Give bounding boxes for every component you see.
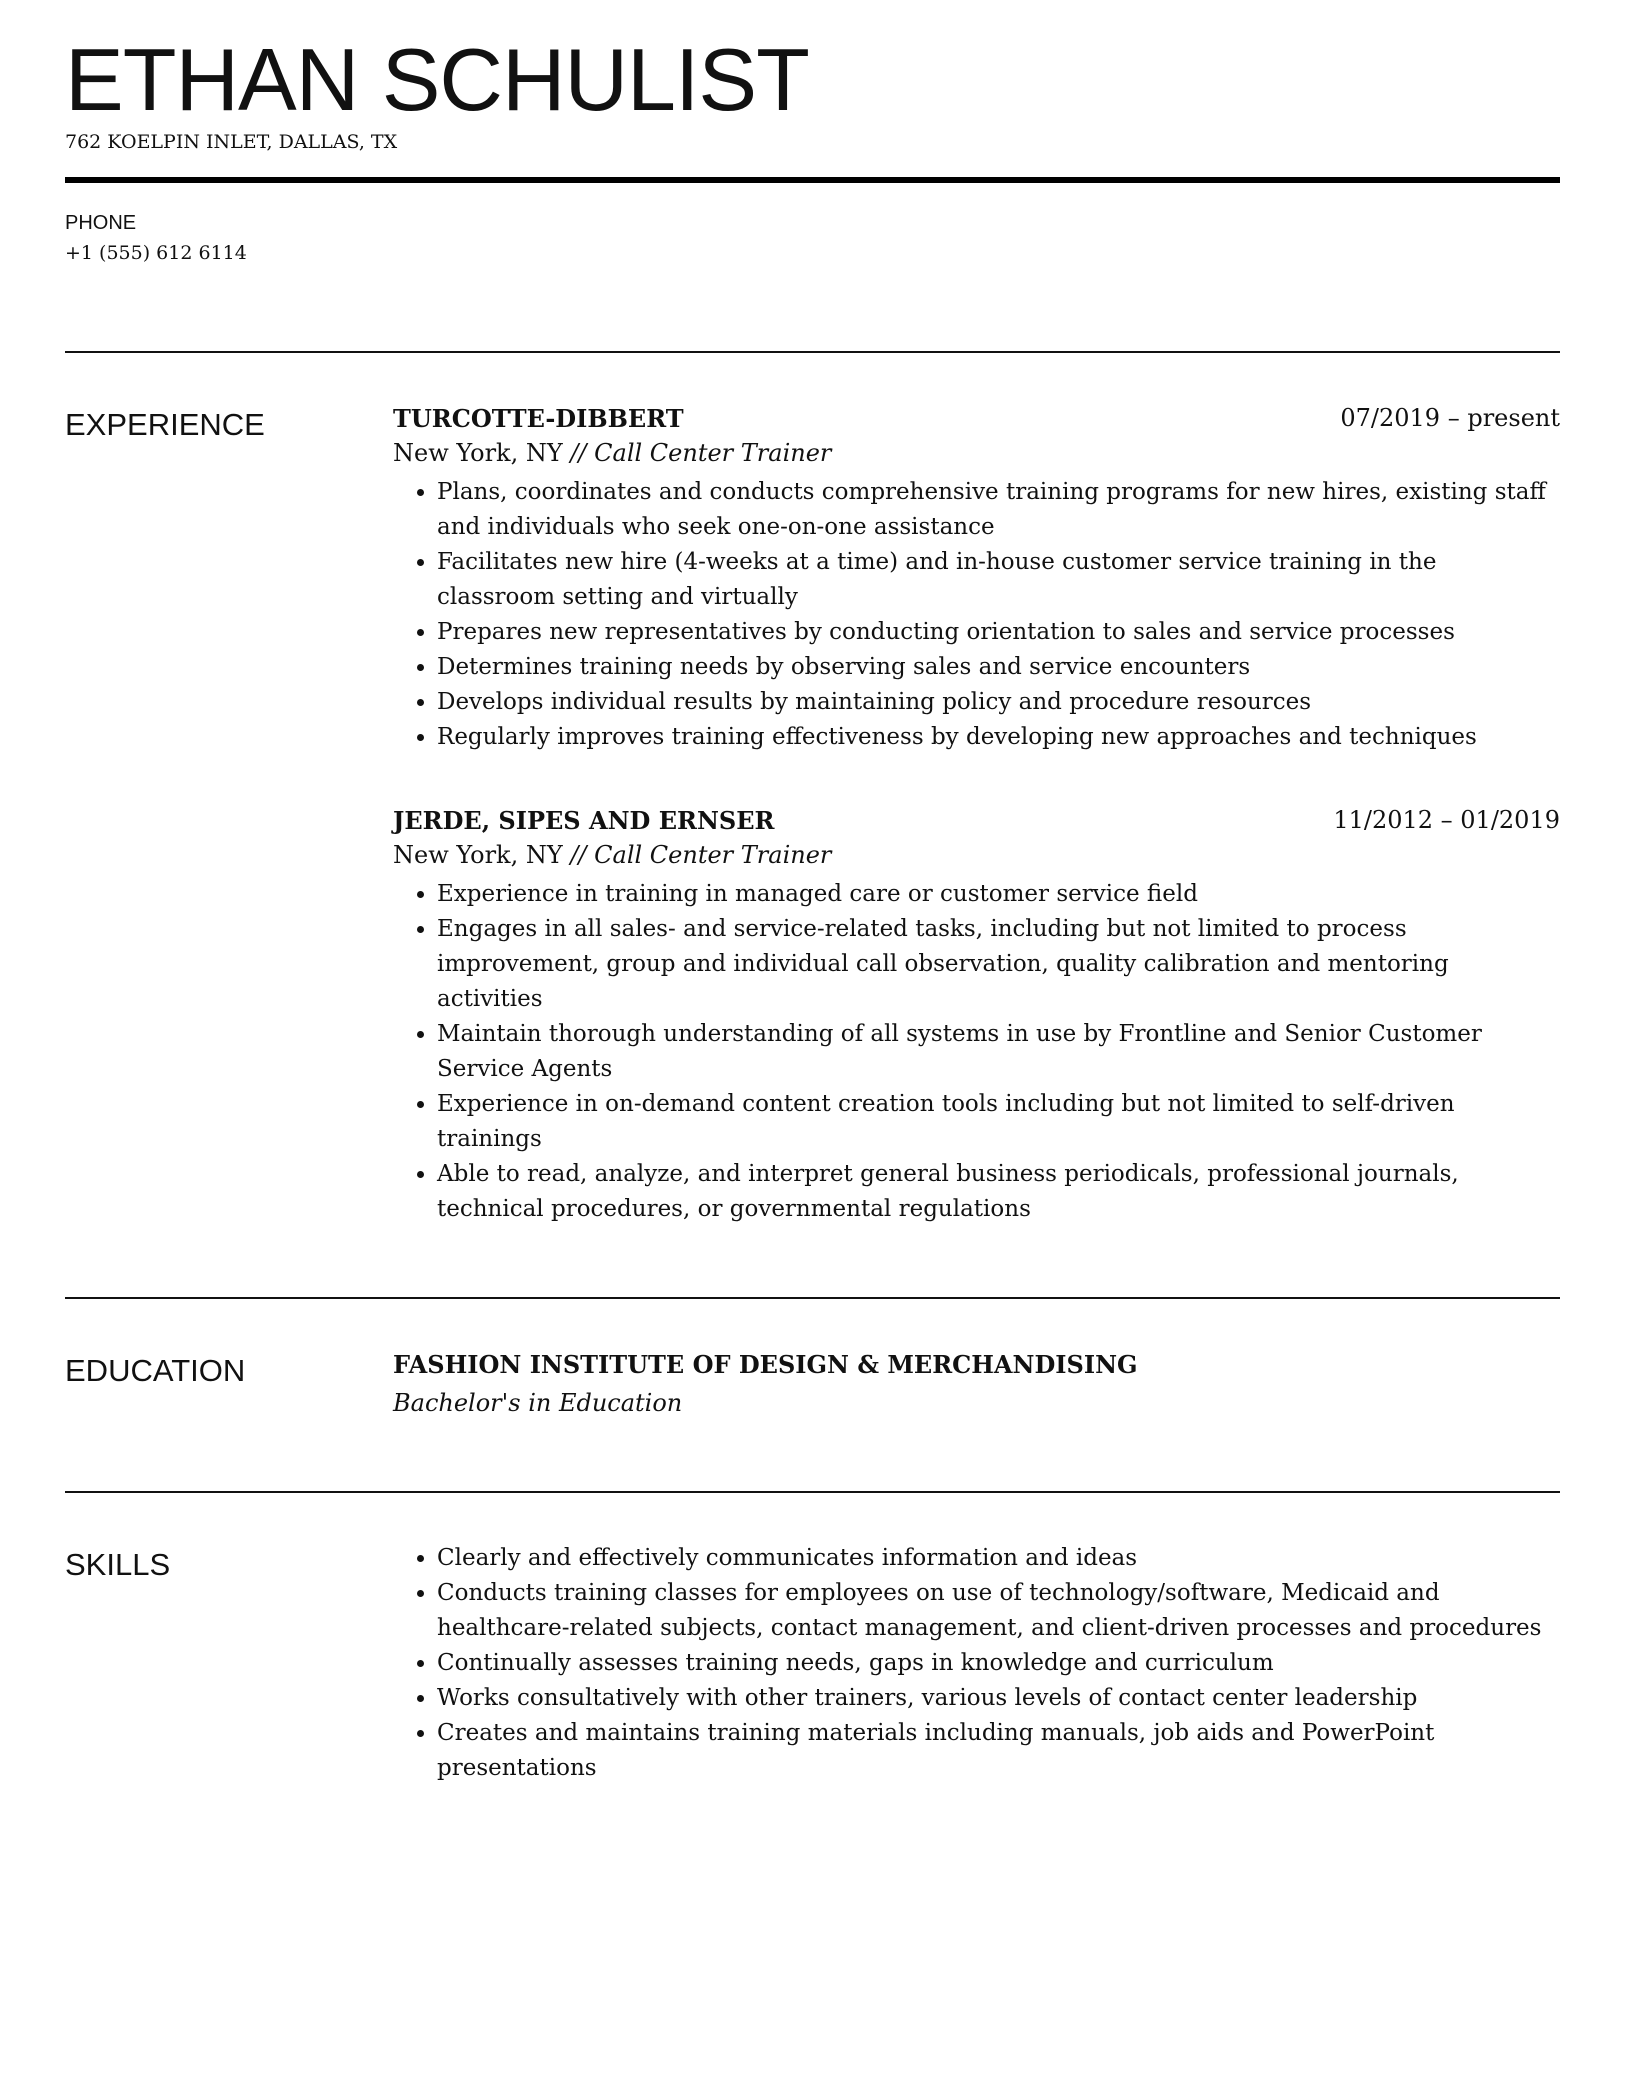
experience-content [393,401,1560,1227]
list-item: • Experience in on-demand content creation tools including but not limited to self-driven trainings [437,1087,1560,1157]
header-divider [65,177,1560,183]
job-title: Call Center Trainer [594,439,832,467]
job-entry [393,401,1560,755]
company-name: JERDE, SIPES AND ERNSER [393,806,775,835]
experience-section [65,351,1560,1297]
list-item: • Develops individual results by maintaining policy and procedure resources [437,685,1560,720]
list-item: • Continually assesses training needs, gaps in knowledge and curriculum [437,1646,1560,1681]
skills-list [393,1541,1560,1786]
list-item: • Facilitates new hire (4-weeks at a time) and in-house customer service training in the classroom setting and virtually [437,545,1560,615]
list-item: • Creates and maintains training materials including manuals, job aids and PowerPoint presentations [437,1716,1560,1786]
phone-label: PHONE [65,212,137,234]
skills-section [65,1491,1560,1856]
resume [65,0,1560,1856]
job-bullets [393,877,1560,1227]
job-dates: 11/2012 – 01/2019 [1333,806,1560,834]
education-content [393,1347,1560,1421]
company-name: TURCOTTE-DIBBERT [393,404,684,433]
education-section [65,1297,1560,1491]
list-item: • Engages in all sales- and service-related tasks, including but not limited to process improvement, group and individual call observation, quality calibration and mentoring activities [437,912,1560,1017]
degree: Bachelor's in Education [393,1389,683,1417]
job-dates: 07/2019 – present [1340,404,1560,432]
list-item: • Clearly and effectively communicates information and ideas [437,1541,1560,1576]
list-item: • Experience in training in managed care or customer service field [437,877,1560,912]
job-entry [393,803,1560,1227]
list-item: • Determines training needs by observing sales and service encounters [437,650,1560,685]
phone-number: +1 (555) 612 6114 [65,242,247,264]
job-location: New York, NY [393,841,563,869]
candidate-name: ETHAN SCHULIST [65,30,809,129]
job-location: New York, NY [393,439,563,467]
school-name: FASHION INSTITUTE OF DESIGN & MERCHANDISING [393,1350,1138,1379]
list-item: • Works consultatively with other trainers, various levels of contact center leadership [437,1681,1560,1716]
list-item: • Prepares new representatives by conducting orientation to sales and service processes [437,615,1560,650]
contact-block [65,211,1560,351]
job-title: Call Center Trainer [594,841,832,869]
separator: // [570,841,587,869]
job-bullets [393,475,1560,755]
list-item: • Conducts training classes for employees on use of technology/software, Medicaid and healthcare-related subjects, contact management, and client-driven processes and procedures [437,1576,1560,1646]
education-heading: EDUCATION [65,1353,246,1388]
experience-heading: EXPERIENCE [65,407,265,442]
list-item: • Plans, coordinates and conducts comprehensive training programs for new hires, existing staff and individuals who seek one-on-one assistance [437,475,1560,545]
list-item: • Able to read, analyze, and interpret general business periodicals, professional journals, technical procedures, or governmental regulations [437,1157,1560,1227]
list-item: • Regularly improves training effectiveness by developing new approaches and techniques [437,720,1560,755]
list-item: • Maintain thorough understanding of all systems in use by Frontline and Senior Customer Service Agents [437,1017,1560,1087]
address: 762 KOELPIN INLET, DALLAS, TX [65,131,398,153]
skills-content [393,1541,1560,1786]
separator: // [570,439,587,467]
skills-heading: SKILLS [65,1547,171,1582]
